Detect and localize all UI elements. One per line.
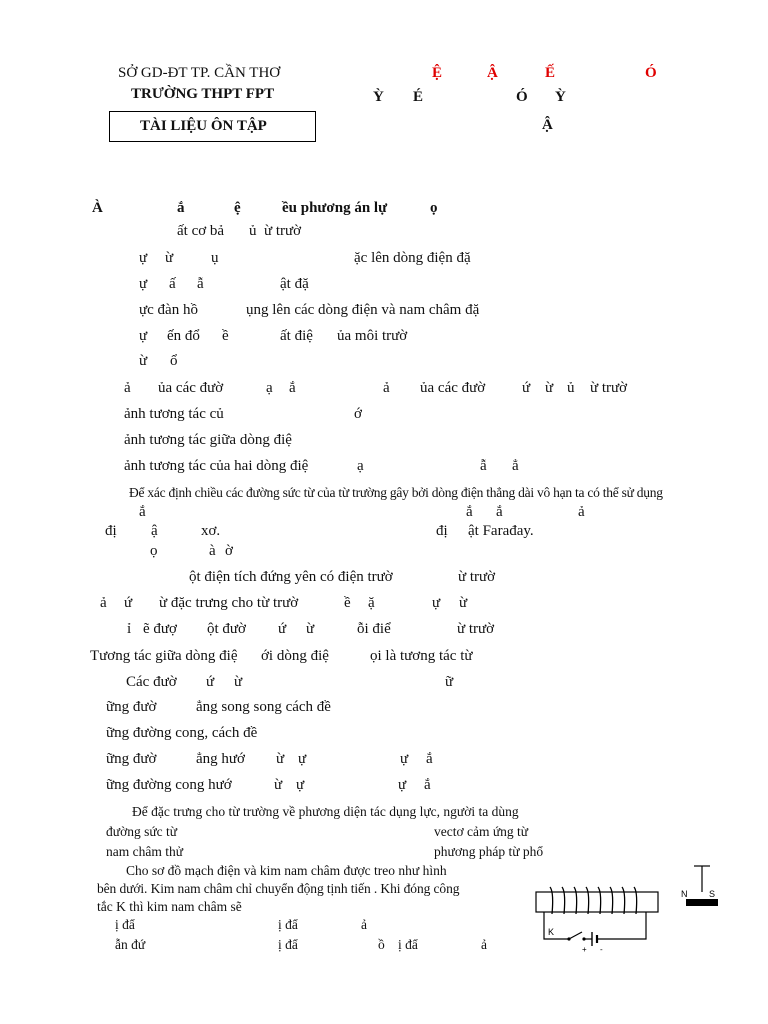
magnet-south-label: S: [709, 889, 716, 899]
text-fragment: vectơ cảm ứng từ: [434, 824, 529, 839]
text-fragment: ề: [222, 328, 229, 344]
text-fragment: ất điệ: [280, 328, 313, 344]
text-fragment: à: [209, 543, 216, 559]
text-fragment: ự: [398, 777, 407, 793]
text-fragment: ị đẩ: [398, 937, 418, 952]
battery-plus: +: [582, 945, 587, 954]
text-fragment: đị: [105, 523, 117, 539]
text-fragment: Tương tác giữa dòng điệ: [90, 648, 238, 664]
title-char: É: [413, 89, 424, 105]
text-fragment: ự: [139, 250, 148, 266]
text-fragment: ạ: [357, 458, 364, 474]
section-title-part: ều phương án lự: [282, 200, 388, 216]
text-fragment: ẳng song song cách đề: [196, 699, 331, 715]
text-fragment: ủ: [567, 380, 575, 396]
text-fragment: ắ: [426, 751, 433, 767]
text-fragment: ới dòng điệ: [261, 648, 329, 664]
text-fragment: ẫn đứ: [115, 937, 146, 952]
text-fragment: ủa các đườ: [420, 380, 486, 396]
text-fragment: xơ.: [201, 523, 221, 539]
section-title-part: À: [92, 200, 103, 216]
text-fragment: ự: [139, 328, 148, 344]
text-fragment: ứ: [206, 674, 215, 690]
text-fragment: ớ: [354, 406, 362, 422]
text-fragment: ờ: [225, 543, 233, 559]
text-fragment: ụng lên các dòng điện và nam châm đặ: [246, 302, 480, 318]
text-fragment: ấ: [169, 276, 176, 292]
text-fragment: ật đặ: [280, 276, 309, 292]
text-fragment: Để đặc trưng cho từ trường về phương diện tác dụng lực, người ta dùng: [132, 804, 519, 819]
text-fragment: nam châm thử: [106, 844, 184, 859]
title-char: Ậ: [487, 65, 498, 81]
text-fragment: ừ đặc trưng cho từ trườ: [159, 595, 299, 611]
text-fragment: ự: [298, 751, 307, 767]
text-fragment: ủa các đườ: [158, 380, 224, 396]
text-fragment: ủ: [249, 223, 257, 239]
text-fragment: ả: [100, 595, 107, 611]
text-fragment: ỗi điể: [357, 621, 391, 637]
text-fragment: ự: [432, 595, 441, 611]
document-label: TÀI LIỆU ÔN TẬP: [140, 118, 267, 134]
text-fragment: Cho sơ đồ mạch điện và kim nam châm được treo như hình: [126, 863, 447, 878]
text-fragment: ỉ: [127, 621, 132, 637]
text-fragment: ảnh tương tác giữa dòng điệ: [124, 432, 292, 448]
text-fragment: ổ: [170, 353, 178, 369]
text-fragment: ả: [578, 504, 585, 520]
title-char: Ỳ: [555, 89, 566, 105]
document-label-box: [109, 111, 316, 142]
text-fragment: ột đườ: [207, 621, 246, 637]
text-fragment: ọi là tương tác từ: [370, 648, 473, 664]
text-fragment: ững đường cong, cách đề: [106, 725, 258, 741]
text-fragment: ẳng hướ: [196, 751, 245, 767]
text-fragment: ự: [296, 777, 305, 793]
title-char: Ỳ: [373, 89, 384, 105]
text-fragment: ừ: [165, 250, 174, 266]
text-fragment: ị đẩ: [278, 937, 298, 952]
magnet-north-label: N: [681, 889, 688, 899]
text-fragment: ữ: [445, 674, 454, 690]
text-fragment: ề: [344, 595, 351, 611]
text-fragment: ững đườ: [106, 751, 157, 767]
switch-label: K: [548, 927, 555, 937]
battery-minus: -: [600, 945, 603, 954]
text-fragment: ắ: [289, 380, 296, 396]
text-fragment: ả: [383, 380, 390, 396]
text-fragment: ứ: [124, 595, 133, 611]
text-fragment: ả: [361, 917, 367, 932]
text-fragment: Để xác định chiều các đường sức từ của từ trường gây bởi dòng điện thẳng dài vô hạn ta có thể sử dụng: [129, 485, 663, 500]
school-name: TRƯỜNG THPT FPT: [131, 86, 275, 102]
text-fragment: ự: [139, 276, 148, 292]
text-fragment: ực đàn hồ: [139, 302, 198, 318]
text-fragment: tắc K thì kim nam châm sẽ: [97, 899, 242, 914]
text-fragment: ừ trườ: [590, 380, 628, 396]
text-fragment: ắ: [139, 504, 146, 520]
text-fragment: đị: [436, 523, 448, 539]
section-title-part: ắ: [177, 200, 185, 216]
compass-needle: [686, 899, 718, 906]
text-fragment: ững đườ: [106, 699, 157, 715]
text-fragment: ừ trườ: [264, 223, 302, 239]
text-fragment: ị đẩ: [115, 917, 135, 932]
title-char: Ế: [545, 65, 556, 81]
text-fragment: ật Farađay.: [468, 523, 534, 539]
text-fragment: ả: [481, 937, 487, 952]
text-fragment: ặc lên dòng điện đặ: [354, 250, 471, 266]
text-fragment: ột điện tích đứng yên có điện trườ: [189, 569, 393, 585]
text-fragment: ặ: [368, 595, 375, 611]
text-fragment: ừ: [459, 595, 468, 611]
title-char: Ó: [645, 65, 657, 81]
text-fragment: ến đổ: [167, 328, 200, 344]
text-fragment: ồ: [378, 937, 385, 952]
text-fragment: ẽ đượ: [143, 621, 177, 637]
text-fragment: phương pháp từ phổ: [434, 844, 544, 859]
section-title-part: ọ: [430, 200, 438, 216]
text-fragment: ảnh tương tác củ: [124, 406, 224, 422]
text-fragment: Các đườ: [126, 674, 177, 690]
text-fragment: ững đường cong hướ: [106, 777, 232, 793]
text-fragment: ừ: [276, 751, 285, 767]
text-fragment: ẳ: [512, 458, 519, 474]
text-fragment: ảnh tương tác của hai dòng điệ: [124, 458, 309, 474]
text-fragment: ắ: [424, 777, 431, 793]
text-fragment: ừ: [306, 621, 315, 637]
text-fragment: ẫ: [197, 276, 204, 292]
text-fragment: đường sức từ: [106, 824, 178, 839]
text-fragment: ắ: [496, 504, 503, 520]
text-fragment: ẫ: [480, 458, 487, 474]
text-fragment: ủa môi trườ: [337, 328, 408, 344]
text-fragment: ụ: [211, 250, 219, 266]
text-fragment: ừ: [545, 380, 554, 396]
text-fragment: ừ: [274, 777, 283, 793]
school-department: SỞ GD-ĐT TP. CẦN THƠ: [118, 65, 281, 81]
text-fragment: ị đẩ: [278, 917, 298, 932]
text-fragment: ự: [400, 751, 409, 767]
text-fragment: ọ: [150, 543, 158, 559]
text-fragment: ạ: [266, 380, 273, 396]
title-char: Ậ: [542, 117, 553, 133]
text-fragment: ừ trườ: [457, 621, 495, 637]
text-fragment: ứ: [278, 621, 287, 637]
title-char: Ệ: [432, 65, 443, 81]
text-fragment: ứ: [522, 380, 531, 396]
solenoid-circuit-figure: [524, 862, 722, 954]
text-fragment: ắ: [466, 504, 473, 520]
text-fragment: ừ: [139, 353, 148, 369]
text-fragment: ả: [124, 380, 131, 396]
section-title-part: ệ: [234, 200, 241, 216]
title-char: Ó: [516, 89, 528, 105]
text-fragment: ất cơ bả: [177, 223, 225, 239]
text-fragment: ừ: [234, 674, 243, 690]
text-fragment: bên dưới. Kim nam châm chỉ chuyển động tịnh tiến . Khi đóng công: [97, 881, 460, 896]
text-fragment: ừ trườ: [458, 569, 496, 585]
text-fragment: ậ: [151, 523, 158, 539]
